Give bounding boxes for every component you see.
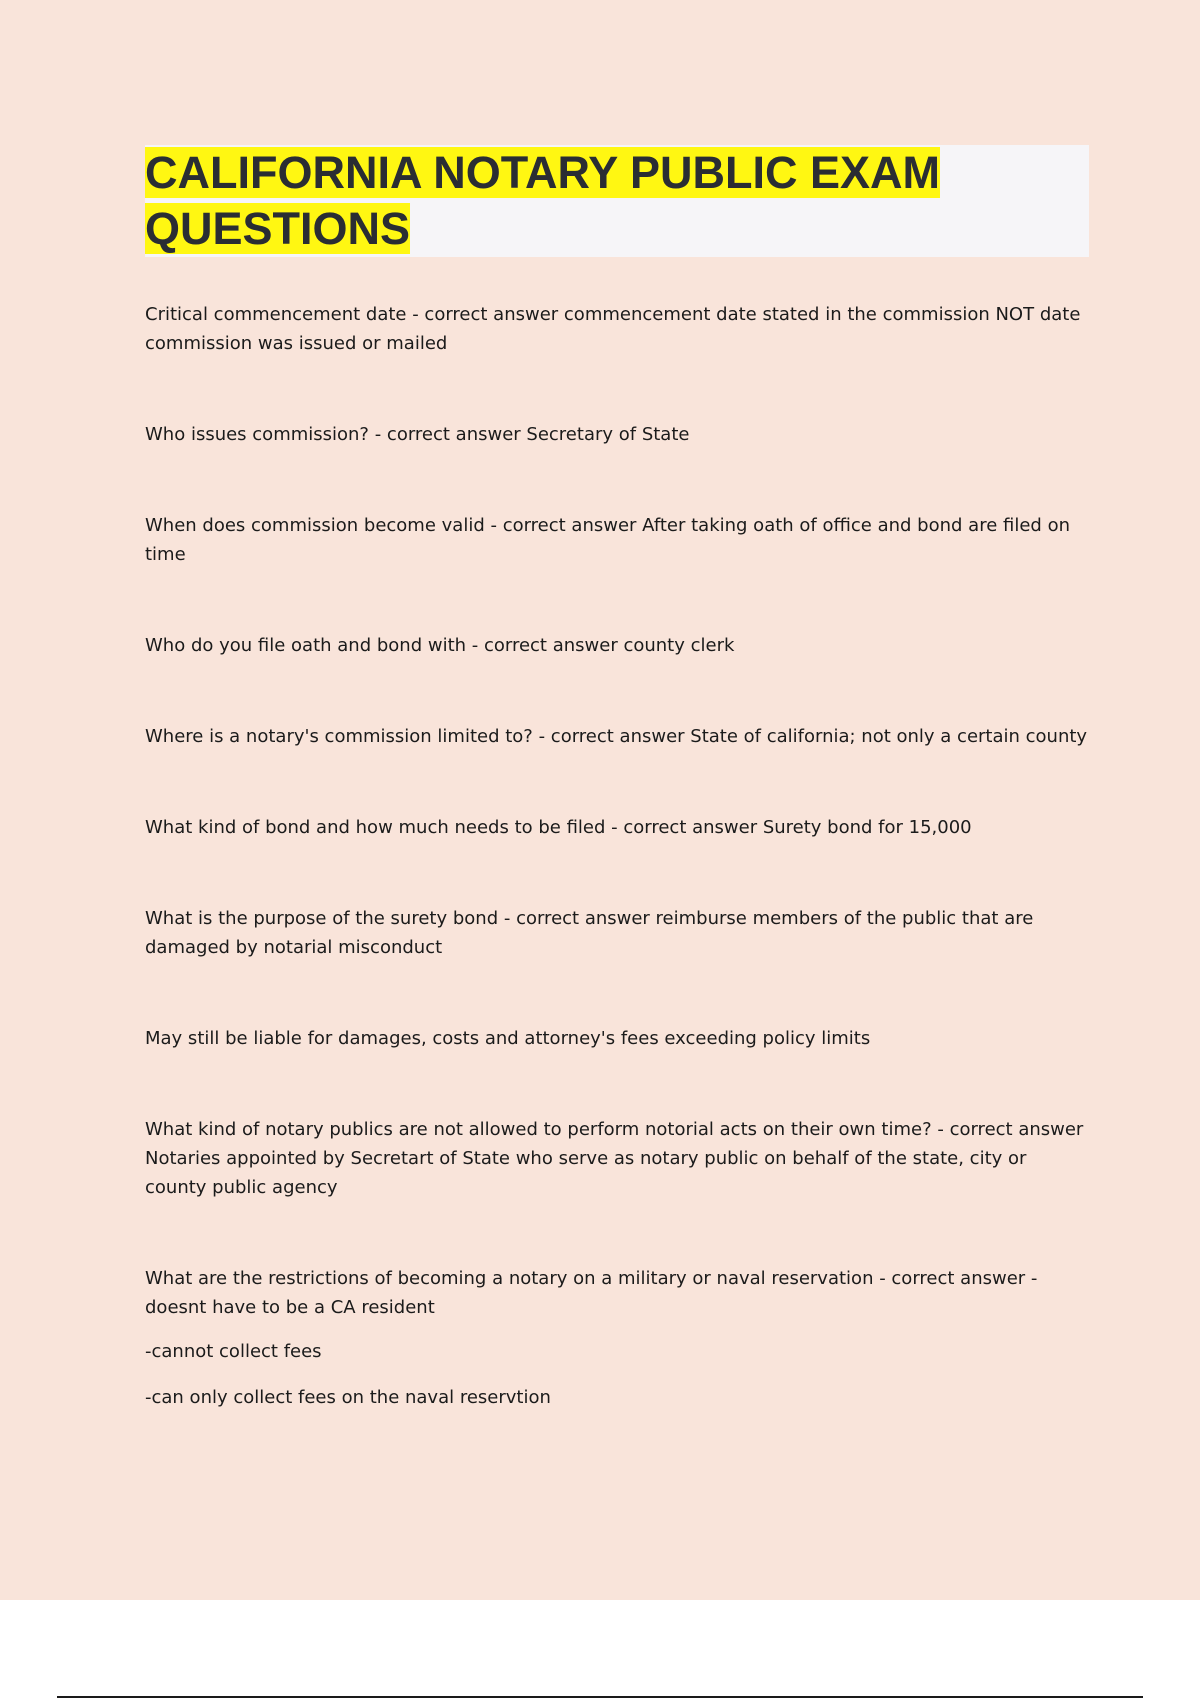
- question-item: Critical commencement date - correct answer commencement date stated in the commission NOT date commission was issued or mailed: [145, 304, 1081, 354]
- sub-item: -can only collect fees on the naval reservtion: [145, 1387, 551, 1408]
- page-title: [145, 145, 1089, 257]
- question-item: Who do you file oath and bond with - correct answer county clerk: [145, 635, 735, 656]
- question-item: When does commission become valid - correct answer After taking oath of office and bond are filed on time: [145, 515, 1070, 565]
- title-box: [145, 145, 1089, 257]
- question-item: What is the purpose of the surety bond - correct answer reimburse members of the public that are damaged by notarial misconduct: [145, 908, 1034, 958]
- question-item: What kind of bond and how much needs to be filed - correct answer Surety bond for 15,000: [145, 817, 972, 838]
- footer-divider: [57, 1696, 1143, 1698]
- question-item: May still be liable for damages, costs and attorney's fees exceeding policy limits: [145, 1028, 871, 1049]
- title-line-2: QUESTIONS: [145, 203, 411, 254]
- question-item: Who issues commission? - correct answer Secretary of State: [145, 424, 690, 445]
- question-item: What kind of notary publics are not allowed to perform notorial acts on their own time? - correct answer Notaries appointed by Secretart of State who serve as notary public on behalf of the state, city or county public agency: [145, 1119, 1084, 1198]
- sub-item: -cannot collect fees: [145, 1341, 322, 1362]
- question-item: What are the restrictions of becoming a notary on a military or naval reservation - correct answer - doesnt have to be a CA resident: [145, 1268, 1038, 1318]
- question-list: [145, 300, 1090, 1412]
- question-item: Where is a notary's commission limited to? - correct answer State of california; not only a certain county: [145, 726, 1088, 747]
- title-line-1: CALIFORNIA NOTARY PUBLIC EXAM: [145, 147, 940, 198]
